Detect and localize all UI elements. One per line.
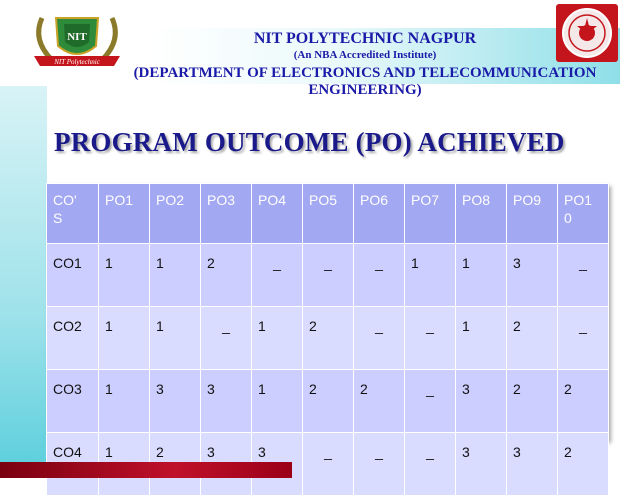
svg-text:NIT Polytechnic: NIT Polytechnic bbox=[54, 58, 100, 66]
table-cell: 2 bbox=[303, 370, 354, 433]
table-cell: _ bbox=[405, 307, 456, 370]
department-line-2: ENGINEERING) bbox=[308, 82, 422, 98]
table-cell: _ bbox=[405, 370, 456, 433]
table-cell: _ bbox=[558, 244, 609, 307]
header-cell-po7: PO7 bbox=[405, 184, 456, 244]
table-row bbox=[47, 307, 609, 370]
table-cell: 2 bbox=[558, 370, 609, 433]
table-cell: 2 bbox=[558, 433, 609, 496]
table-cell: 3 bbox=[507, 244, 558, 307]
table-cell: _ bbox=[303, 244, 354, 307]
slide-title: PROGRAM OUTCOME (PO) ACHIEVED bbox=[54, 127, 565, 157]
table-cell: 1 bbox=[99, 307, 150, 370]
department-line-1: (DEPARTMENT OF ELECTRONICS AND TELECOMMUNICATION bbox=[133, 65, 597, 81]
table-row bbox=[47, 244, 609, 307]
header-cell-po1: PO1 bbox=[99, 184, 150, 244]
table-header-row bbox=[47, 184, 609, 244]
table-cell: 1 bbox=[456, 244, 507, 307]
header-cell-po6: PO6 bbox=[354, 184, 405, 244]
institute-name: NIT POLYTECHNIC NAGPUR bbox=[253, 30, 477, 47]
svg-text:NIT: NIT bbox=[67, 31, 87, 43]
table-cell: CO4 bbox=[47, 433, 99, 496]
header-cell-po8: PO8 bbox=[456, 184, 507, 244]
table-cell: CO2 bbox=[47, 307, 99, 370]
table-cell: _ bbox=[303, 433, 354, 496]
table-cell: 1 bbox=[456, 307, 507, 370]
bottom-accent-bar bbox=[0, 462, 292, 478]
table-cell: _ bbox=[252, 244, 303, 307]
table-cell: _ bbox=[405, 433, 456, 496]
table-cell: CO1 bbox=[47, 244, 99, 307]
table-cell: 1 bbox=[150, 244, 201, 307]
table-cell: 3 bbox=[507, 433, 558, 496]
table-cell: 2 bbox=[507, 307, 558, 370]
po-achievement-table bbox=[46, 183, 609, 496]
table-cell: _ bbox=[558, 307, 609, 370]
table-cell: _ bbox=[354, 307, 405, 370]
header-cell-po5: PO5 bbox=[303, 184, 354, 244]
table-cell: 3 bbox=[252, 433, 303, 496]
header-cell-po3: PO3 bbox=[201, 184, 252, 244]
table-cell: 1 bbox=[99, 370, 150, 433]
table-cell: CO3 bbox=[47, 370, 99, 433]
table-cell: 1 bbox=[252, 307, 303, 370]
header-cell-po4: PO4 bbox=[252, 184, 303, 244]
accreditation-text: (An NBA Accredited Institute) bbox=[293, 49, 437, 61]
po-table-container bbox=[46, 183, 608, 460]
left-decor-band bbox=[0, 86, 47, 464]
header-cell-po9: PO9 bbox=[507, 184, 558, 244]
table-cell: 1 bbox=[405, 244, 456, 307]
table-cell: 2 bbox=[150, 433, 201, 496]
table-cell: 3 bbox=[150, 370, 201, 433]
header-cell-cos: CO' S bbox=[47, 184, 99, 244]
table-cell: 1 bbox=[252, 370, 303, 433]
table-row bbox=[47, 370, 609, 433]
header-cell-po10: PO1 0 bbox=[558, 184, 609, 244]
table-cell: _ bbox=[201, 307, 252, 370]
table-cell: 2 bbox=[507, 370, 558, 433]
table-cell: 2 bbox=[303, 307, 354, 370]
table-cell: 1 bbox=[150, 307, 201, 370]
table-cell: 1 bbox=[99, 244, 150, 307]
table-cell: _ bbox=[354, 433, 405, 496]
table-cell: 2 bbox=[201, 244, 252, 307]
table-cell: 3 bbox=[456, 433, 507, 496]
table-cell: _ bbox=[354, 244, 405, 307]
table-cell: 3 bbox=[456, 370, 507, 433]
institute-header bbox=[110, 30, 620, 99]
header-cell-po2: PO2 bbox=[150, 184, 201, 244]
table-cell: 3 bbox=[201, 433, 252, 496]
table-cell: 1 bbox=[99, 433, 150, 496]
table-cell: 2 bbox=[354, 370, 405, 433]
table-cell: 3 bbox=[201, 370, 252, 433]
